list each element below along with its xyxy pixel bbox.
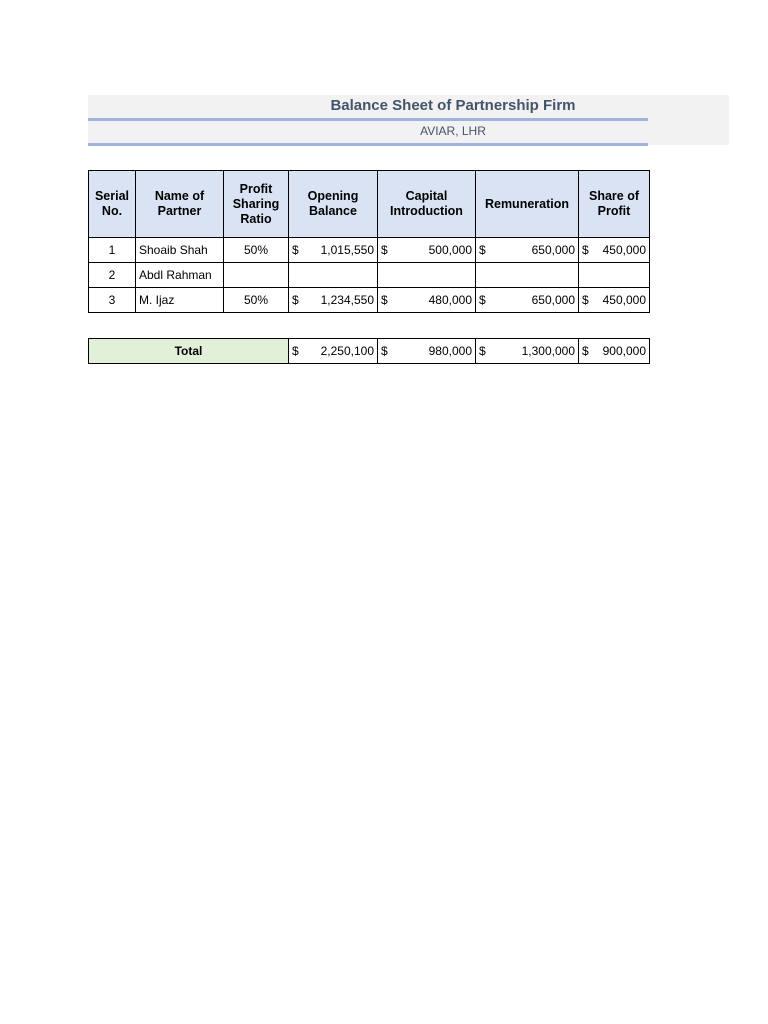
currency-symbol: $ xyxy=(292,293,299,307)
amount: 500,000 xyxy=(428,243,472,257)
amount: 980,000 xyxy=(428,344,472,358)
cell-capital[interactable] xyxy=(378,263,476,288)
currency-symbol: $ xyxy=(582,243,589,257)
table-row xyxy=(89,238,650,263)
amount: 450,000 xyxy=(602,243,646,257)
cell-capital[interactable] xyxy=(378,288,476,313)
cell-opening[interactable] xyxy=(289,288,378,313)
cell-ratio[interactable]: 50% xyxy=(224,238,289,263)
sheet-title: Balance Sheet of Partnership Firm xyxy=(330,97,576,114)
amount: 1,015,550 xyxy=(320,243,374,257)
col-header-remuneration[interactable]: Remuneration xyxy=(476,171,579,238)
cell-serial[interactable]: 3 xyxy=(89,288,136,313)
cell-opening[interactable] xyxy=(289,263,378,288)
totals-row xyxy=(89,339,650,364)
cell-name[interactable]: Shoaib Shah xyxy=(136,238,224,263)
total-capital[interactable] xyxy=(378,339,476,364)
total-share[interactable] xyxy=(579,339,650,364)
cell-capital[interactable] xyxy=(378,238,476,263)
amount: 650,000 xyxy=(531,243,575,257)
col-header-name[interactable]: Name of Partner xyxy=(136,171,224,238)
cell-share[interactable] xyxy=(579,238,650,263)
amount: 1,234,550 xyxy=(320,293,374,307)
sheet-subtitle: AVIAR, LHR xyxy=(420,124,486,138)
table-row xyxy=(89,288,650,313)
currency-symbol: $ xyxy=(582,344,589,358)
cell-remuneration[interactable] xyxy=(476,263,579,288)
cell-serial[interactable]: 1 xyxy=(89,238,136,263)
col-header-opening[interactable]: Opening Balance xyxy=(289,171,378,238)
currency-symbol: $ xyxy=(479,243,486,257)
table-row xyxy=(89,263,650,288)
amount: 650,000 xyxy=(531,293,575,307)
cell-ratio[interactable]: 50% xyxy=(224,288,289,313)
totals-table xyxy=(88,338,650,364)
title-rule-top xyxy=(88,118,648,121)
total-label[interactable]: Total xyxy=(89,339,289,364)
col-header-share[interactable]: Share of Profit xyxy=(579,171,650,238)
col-header-ratio[interactable]: Profit Sharing Ratio xyxy=(224,171,289,238)
title-rule-bottom xyxy=(88,143,648,146)
currency-symbol: $ xyxy=(479,344,486,358)
cell-opening[interactable] xyxy=(289,238,378,263)
total-opening[interactable] xyxy=(289,339,378,364)
currency-symbol: $ xyxy=(292,344,299,358)
currency-symbol: $ xyxy=(292,243,299,257)
currency-symbol: $ xyxy=(381,243,388,257)
cell-serial[interactable]: 2 xyxy=(89,263,136,288)
cell-name[interactable]: Abdl Rahman xyxy=(136,263,224,288)
amount: 450,000 xyxy=(602,293,646,307)
cell-ratio[interactable] xyxy=(224,263,289,288)
currency-symbol: $ xyxy=(381,293,388,307)
amount: 480,000 xyxy=(428,293,472,307)
cell-share[interactable] xyxy=(579,263,650,288)
currency-symbol: $ xyxy=(479,293,486,307)
cell-remuneration[interactable] xyxy=(476,238,579,263)
cell-remuneration[interactable] xyxy=(476,288,579,313)
partners-table xyxy=(88,170,650,313)
cell-share[interactable] xyxy=(579,288,650,313)
currency-symbol: $ xyxy=(582,293,589,307)
amount: 900,000 xyxy=(602,344,646,358)
col-header-serial[interactable]: Serial No. xyxy=(89,171,136,238)
amount: 1,300,000 xyxy=(521,344,575,358)
currency-symbol: $ xyxy=(381,344,388,358)
amount: 2,250,100 xyxy=(320,344,374,358)
table-header-row xyxy=(89,171,650,238)
cell-name[interactable]: M. Ijaz xyxy=(136,288,224,313)
total-remuneration[interactable] xyxy=(476,339,579,364)
col-header-capital[interactable]: Capital Introduction xyxy=(378,171,476,238)
